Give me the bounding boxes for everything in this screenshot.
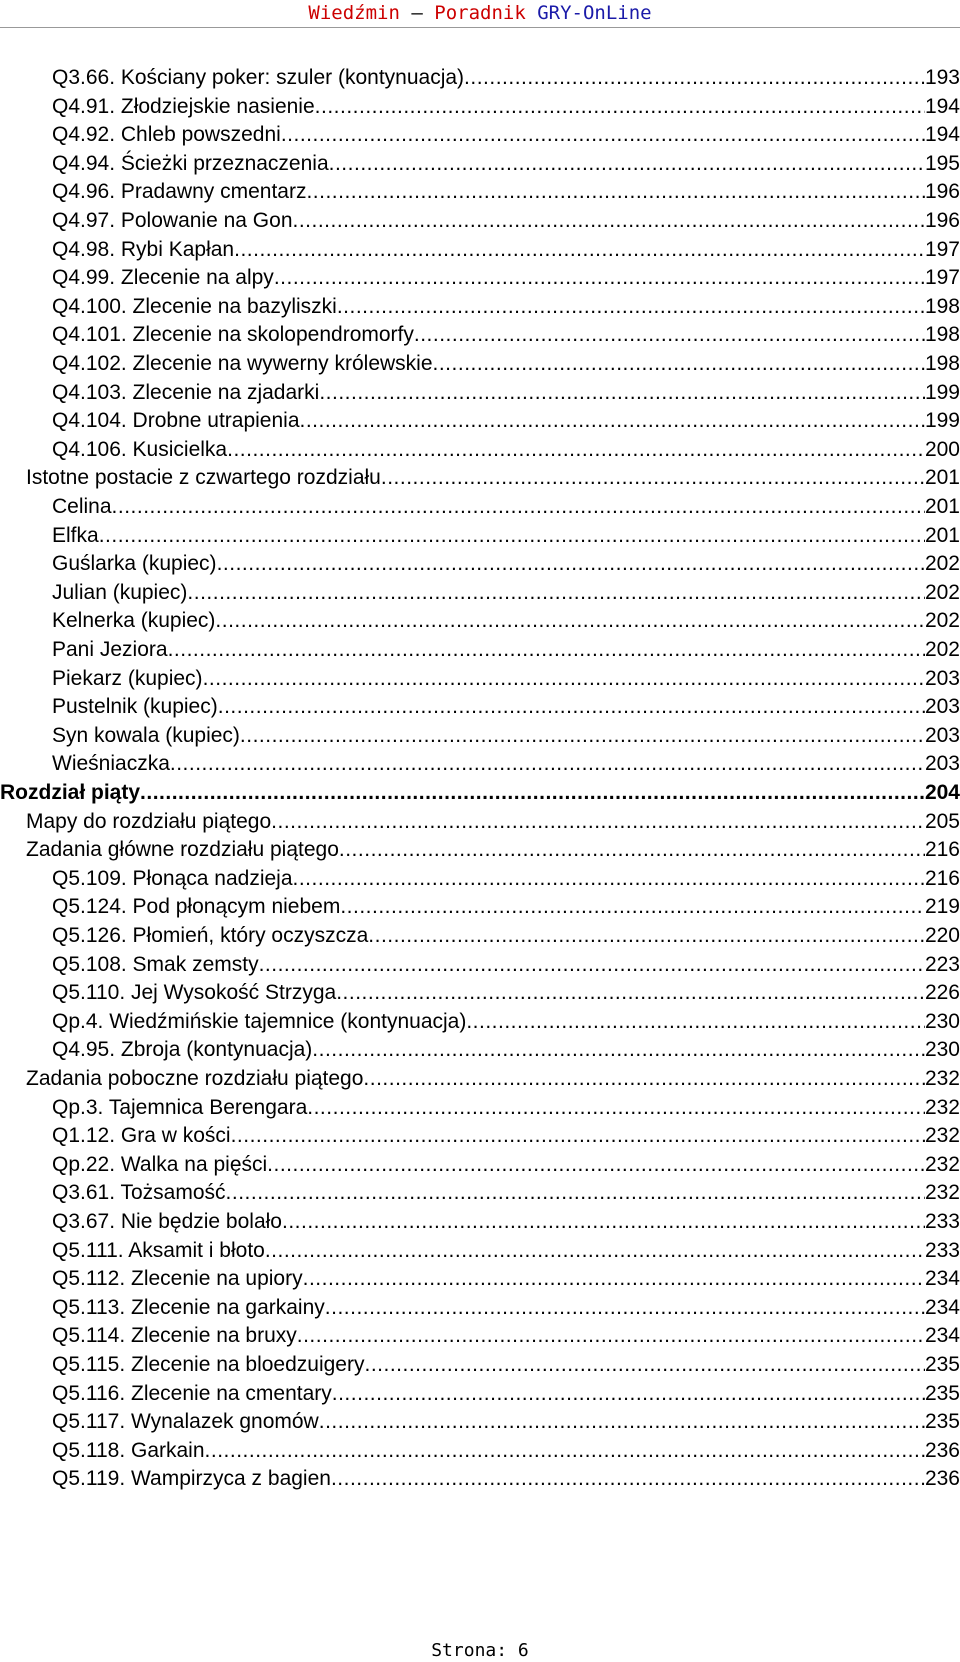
toc-entry-label: Q5.116. Zlecenie na cmentary (52, 1381, 332, 1405)
toc-entry-label: Q5.124. Pod płonącym niebem (52, 895, 341, 919)
toc-dot-leader (368, 923, 925, 949)
toc-dot-leader (170, 751, 925, 777)
toc-entry-label: Q4.98. Rybi Kapłan (52, 237, 235, 261)
toc-entry-page: 198 (924, 323, 960, 347)
toc-dot-leader (271, 809, 925, 835)
toc-dot-leader (300, 408, 925, 434)
toc-entry[interactable] (52, 548, 960, 577)
toc-entry-page: 201 (924, 523, 960, 547)
toc-entry[interactable] (52, 1292, 960, 1321)
header-title: Wiedźmin (308, 2, 400, 24)
toc-entry-label: Q5.118. Garkain (52, 1438, 205, 1462)
toc-entry-label: Q4.101. Zlecenie na skolopendromorfy (52, 323, 414, 347)
toc-dot-leader (231, 1123, 925, 1149)
toc-dot-leader (215, 608, 925, 634)
toc-entry-page: 232 (924, 1095, 960, 1119)
toc-entry-label: Zadania poboczne rozdziału piątego (26, 1067, 364, 1090)
toc-entry[interactable] (52, 1406, 960, 1435)
toc-dot-leader (319, 380, 925, 406)
toc-dot-leader (265, 1238, 925, 1264)
toc-entry[interactable] (52, 691, 960, 720)
toc-entry[interactable] (52, 1463, 960, 1492)
toc-entry-label: Rozdział piąty (0, 781, 141, 804)
toc-entry-page: 219 (924, 895, 960, 919)
toc-entry-page: 203 (924, 666, 960, 690)
toc-dot-leader (217, 551, 925, 577)
header-brand: GRY-OnLine (537, 2, 652, 24)
toc-entry[interactable] (52, 62, 960, 91)
toc-entry-page: 194 (924, 123, 960, 147)
toc-dot-leader (281, 122, 925, 148)
toc-dot-leader (340, 894, 925, 920)
toc-entry[interactable] (52, 1378, 960, 1407)
toc-entry-label: Q4.97. Polowanie na Gon (52, 209, 293, 232)
toc-entry[interactable] (52, 262, 960, 291)
toc-dot-leader (234, 237, 925, 263)
toc-entry-page: 199 (924, 380, 960, 404)
toc-entry-page: 196 (924, 209, 960, 232)
toc-entry-page: 194 (924, 94, 960, 118)
toc-entry[interactable] (52, 634, 960, 663)
toc-dot-leader (226, 1180, 925, 1206)
toc-dot-leader (99, 523, 925, 549)
toc-entry-page: 232 (924, 1067, 960, 1090)
toc-entry-page: 202 (924, 638, 960, 661)
toc-entry-label: Julian (kupiec) (52, 580, 188, 604)
toc-dot-leader (274, 265, 925, 291)
toc-entry-label: Guślarka (kupiec) (52, 552, 217, 576)
toc-entry-page: 236 (924, 1467, 960, 1491)
toc-entry-page: 202 (924, 609, 960, 633)
toc-entry[interactable] (52, 663, 960, 692)
toc-entry-label: Q5.110. Jej Wysokość Strzyga (52, 981, 337, 1005)
toc-entry-page: 216 (924, 866, 960, 890)
toc-entry-label: Q5.119. Wampirzyca z bagien (52, 1467, 331, 1491)
toc-entry-page: 204 (924, 781, 960, 804)
toc-entry-page: 233 (924, 1210, 960, 1233)
toc-entry-label: Q4.99. Zlecenie na alpy (52, 266, 274, 290)
toc-entry-page: 198 (924, 294, 960, 318)
toc-entry-label: Pustelnik (kupiec) (52, 695, 218, 719)
header-rule (0, 27, 960, 28)
toc-dot-leader (337, 294, 925, 320)
toc-entry-label: Wieśniaczka (52, 752, 170, 776)
toc-entry[interactable] (52, 1320, 960, 1349)
toc-entry-page: 203 (924, 752, 960, 776)
toc-entry[interactable] (52, 148, 960, 177)
toc-dot-leader (187, 580, 925, 606)
toc-entry[interactable] (52, 119, 960, 148)
toc-entry-page: 198 (924, 352, 960, 375)
toc-dot-leader (218, 694, 925, 720)
toc-entry[interactable] (52, 1349, 960, 1378)
toc-entry-label: Q4.94. Ścieżki przeznaczenia (52, 151, 329, 175)
toc-entry-label: Q5.114. Zlecenie na bruxy (52, 1324, 297, 1348)
toc-entry-page: 199 (924, 409, 960, 433)
toc-dot-leader (364, 1352, 924, 1378)
toc-entry-page: 235 (924, 1353, 960, 1376)
toc-entry-label: Q4.95. Zbroja (kontynuacja) (52, 1038, 313, 1062)
toc-entry-page: 197 (924, 237, 960, 261)
toc-entry-page: 205 (924, 809, 960, 833)
toc-entry-page: 202 (924, 580, 960, 604)
toc-dot-leader (303, 1266, 925, 1292)
toc-entry[interactable] (52, 748, 960, 777)
toc-entry[interactable] (52, 1235, 960, 1264)
toc-entry-page: 232 (924, 1124, 960, 1148)
toc-entry-label: Q5.112. Zlecenie na upiory (52, 1267, 303, 1291)
toc-entry[interactable] (52, 1034, 960, 1063)
toc-entry-page: 203 (924, 695, 960, 719)
toc-entry-label: Q3.67. Nie będzie bolało (52, 1210, 282, 1233)
toc-entry-label: Q5.111. Aksamit i błoto (52, 1238, 265, 1262)
toc-entry-label: Pani Jeziora (52, 638, 168, 661)
toc-dot-leader (240, 723, 925, 749)
toc-entry-label: Q3.61. Tożsamość (52, 1181, 226, 1205)
toc-entry-label: Qp.4. Wiedźmińskie tajemnice (kontynuacja) (52, 1009, 467, 1033)
toc-entry-label: Celina (52, 495, 112, 518)
toc-entry-page: 232 (924, 1181, 960, 1205)
toc-entry-label: Istotne postacie z czwartego rozdziału (26, 466, 381, 490)
toc-entry[interactable] (52, 891, 960, 920)
toc-entry-page: 236 (924, 1438, 960, 1462)
toc-dot-leader (297, 1323, 925, 1349)
toc-entry-label: Elfka (52, 523, 99, 547)
toc-dot-leader (267, 1152, 925, 1178)
toc-entry-page: 226 (924, 981, 960, 1005)
toc-entry-page: 200 (924, 437, 960, 461)
page-number: Strona: 6 (431, 1640, 529, 1661)
toc-entry-label: Q5.126. Płomień, który oczyszcza (52, 924, 369, 947)
toc-dot-leader (414, 322, 925, 348)
toc-dot-leader (433, 351, 925, 377)
toc-entry-page: 201 (924, 495, 960, 518)
header-guide: Poradnik (434, 2, 526, 24)
toc-entry-label: Q4.92. Chleb powszedni (52, 123, 281, 147)
toc-entry[interactable] (26, 834, 960, 863)
toc-entry-page: 193 (924, 66, 960, 89)
toc-dot-leader (259, 952, 925, 978)
toc-dot-leader (227, 437, 925, 463)
toc-entry-page: 201 (924, 466, 960, 490)
toc-entry[interactable] (52, 1177, 960, 1206)
toc-entry[interactable] (52, 1149, 960, 1178)
toc-entry-page: 230 (924, 1038, 960, 1062)
toc-entry[interactable] (52, 434, 960, 463)
toc-entry[interactable] (52, 977, 960, 1006)
toc-entry[interactable] (52, 291, 960, 320)
toc-entry-page: 220 (924, 924, 960, 947)
toc-entry[interactable] (52, 605, 960, 634)
toc-entry[interactable] (52, 234, 960, 263)
toc-dot-leader (319, 1409, 925, 1435)
toc-entry[interactable] (52, 1263, 960, 1292)
toc-dot-leader (381, 465, 925, 491)
toc-entry[interactable] (52, 949, 960, 978)
toc-entry-page: 202 (924, 552, 960, 576)
toc-entry[interactable] (52, 1006, 960, 1035)
toc-dot-leader (466, 1009, 925, 1035)
toc-entry[interactable] (0, 777, 960, 806)
toc-dot-leader (339, 837, 925, 863)
toc-entry-label: Q4.91. Złodziejskie nasienie (52, 94, 315, 118)
toc-entry[interactable] (52, 1092, 960, 1121)
header-separator: – (411, 2, 423, 24)
toc-entry-page: 234 (924, 1295, 960, 1319)
toc-entry-page: 196 (924, 180, 960, 204)
toc-entry-page: 235 (924, 1381, 960, 1405)
toc-dot-leader (293, 208, 925, 234)
toc-entry-page: 203 (924, 723, 960, 747)
toc-entry-page: 195 (924, 151, 960, 175)
toc-entry[interactable] (26, 806, 960, 835)
toc-entry-page: 232 (924, 1152, 960, 1176)
toc-entry[interactable] (52, 491, 960, 520)
toc-entry[interactable] (26, 1063, 960, 1092)
toc-entry-page: 223 (924, 952, 960, 976)
toc-entry-label: Qp.3. Tajemnica Berengara (52, 1095, 308, 1119)
toc-entry-label: Q5.115. Zlecenie na bloedzuigery (52, 1353, 365, 1376)
toc-entry-label: Qp.22. Walka na pięści (52, 1152, 268, 1176)
toc-dot-leader (307, 1095, 925, 1121)
toc-entry[interactable] (52, 1435, 960, 1464)
toc-dot-leader (282, 1209, 925, 1235)
toc-entry[interactable] (52, 348, 960, 377)
toc-entry[interactable] (52, 176, 960, 205)
toc-entry-label: Q4.102. Zlecenie na wywerny królewskie (52, 352, 433, 375)
toc-dot-leader (112, 494, 925, 520)
toc-dot-leader (293, 866, 925, 892)
toc-dot-leader (325, 1295, 925, 1321)
toc-entry-label: Q4.106. Kusicielka (52, 437, 228, 461)
toc-entry[interactable] (52, 520, 960, 549)
toc-entry-label: Mapy do rozdziału piątego (26, 809, 272, 833)
toc-entry-label: Q5.108. Smak zemsty (52, 952, 259, 976)
toc-entry[interactable] (52, 1120, 960, 1149)
toc-entry-label: Syn kowala (kupiec) (52, 723, 240, 747)
toc-entry-page: 216 (924, 838, 960, 862)
toc-entry[interactable] (52, 319, 960, 348)
toc-entry[interactable] (52, 1206, 960, 1235)
toc-dot-leader (363, 1066, 925, 1092)
toc-entry-label: Zadania główne rozdziału piątego (26, 838, 339, 862)
toc-entry[interactable] (52, 720, 960, 749)
toc-entry[interactable] (26, 462, 960, 491)
toc-entry[interactable] (52, 920, 960, 949)
toc-dot-leader (315, 94, 925, 120)
toc-entry-label: Q3.66. Kościany poker: szuler (kontynuacja) (52, 66, 465, 89)
toc-entry-page: 234 (924, 1324, 960, 1348)
toc-dot-leader (329, 151, 925, 177)
toc-dot-leader (332, 1381, 925, 1407)
toc-dot-leader (312, 1037, 925, 1063)
toc-entry-label: Kelnerka (kupiec) (52, 609, 216, 633)
toc-entry-label: Q1.12. Gra w kości (52, 1124, 231, 1148)
toc-entry-page: 235 (924, 1410, 960, 1434)
toc-entry-page: 233 (924, 1238, 960, 1262)
page-header (0, 0, 960, 28)
toc-entry[interactable] (52, 405, 960, 434)
toc-entry-label: Q5.109. Płonąca nadzieja (52, 866, 293, 890)
toc-entry-page: 197 (924, 266, 960, 290)
toc-entry[interactable] (52, 205, 960, 234)
toc-dot-leader (203, 666, 925, 692)
toc-dot-leader (464, 65, 925, 91)
toc-entry-label: Q4.96. Pradawny cmentarz (52, 180, 307, 204)
page-footer (0, 1640, 960, 1662)
toc-dot-leader (306, 179, 925, 205)
toc-dot-leader (336, 980, 925, 1006)
toc-dot-leader (205, 1438, 925, 1464)
toc-entry-page: 230 (924, 1009, 960, 1033)
toc-entry-label: Q4.103. Zlecenie na zjadarki (52, 380, 320, 404)
toc-entry[interactable] (52, 577, 960, 606)
toc-entry-label: Piekarz (kupiec) (52, 666, 203, 690)
toc-entry-label: Q5.113. Zlecenie na garkainy (52, 1295, 325, 1319)
toc-entry-label: Q4.104. Drobne utrapienia (52, 409, 300, 433)
toc-entry[interactable] (52, 863, 960, 892)
toc-dot-leader (140, 780, 925, 806)
toc-entry-label: Q5.117. Wynalazek gnomów (52, 1410, 319, 1434)
toc-dot-leader (331, 1466, 925, 1492)
toc-entry[interactable] (52, 377, 960, 406)
toc-dot-leader (168, 637, 925, 663)
toc-entry-page: 234 (924, 1267, 960, 1291)
toc-entry-label: Q4.100. Zlecenie na bazyliszki (52, 294, 337, 318)
toc-entry[interactable] (52, 91, 960, 120)
